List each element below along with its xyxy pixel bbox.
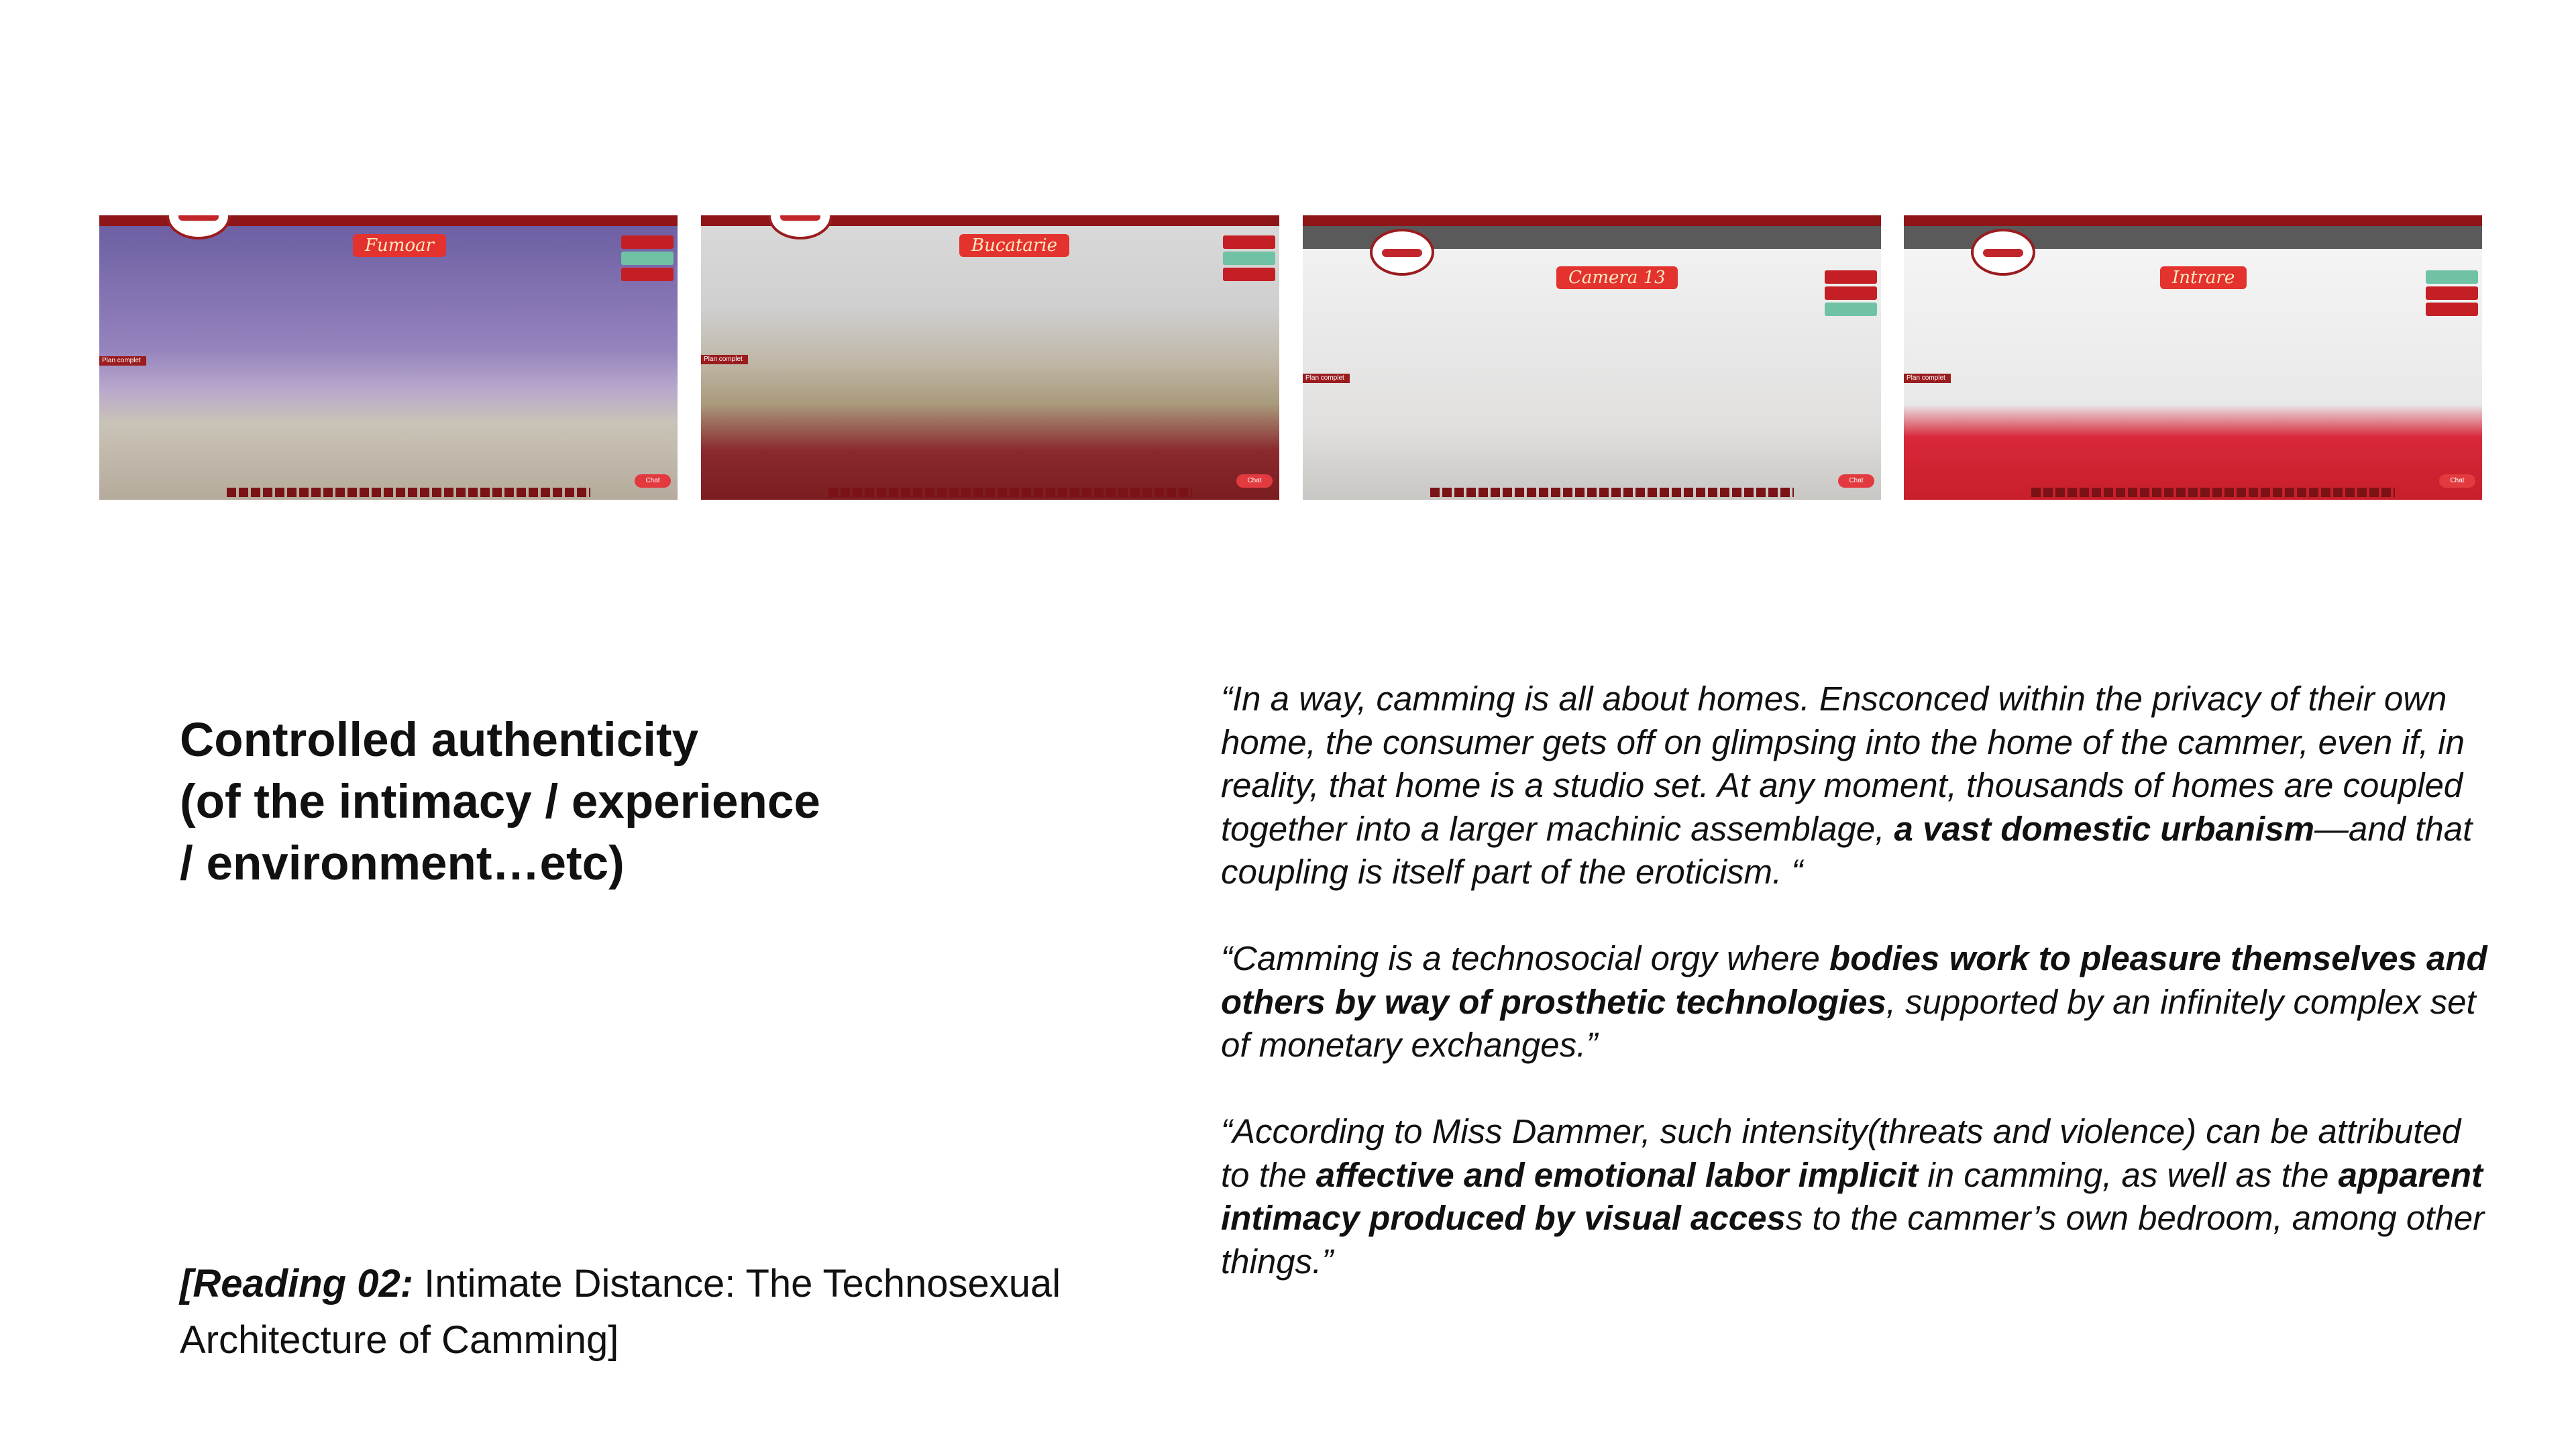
plan-complet-button[interactable]: Plan complet — [701, 355, 748, 364]
menu-item[interactable] — [1825, 286, 1877, 300]
quote-text: in camming, as well as the — [1918, 1155, 2339, 1194]
menu-item[interactable] — [621, 235, 674, 249]
quote-3 — [1221, 1110, 2496, 1283]
top-bar — [1303, 215, 1881, 226]
slide-heading — [180, 710, 985, 895]
screenshot-bucatarie — [701, 215, 1279, 500]
screenshot-camera-13 — [1303, 215, 1881, 500]
quote-emphasis: a vast domestic urbanism — [1894, 809, 2314, 848]
menu-item-active[interactable] — [1825, 303, 1877, 316]
room-label: Intrare — [2160, 266, 2247, 289]
chat-button[interactable]: Chat — [1236, 474, 1273, 488]
side-menu[interactable] — [1825, 270, 1877, 316]
plan-complet-button[interactable]: Plan complet — [1303, 374, 1350, 383]
quote-emphasis: bodies work to pleasure themselves and others by way of prosthetic technologies — [1221, 939, 2487, 1021]
thumbnail-strip[interactable] — [227, 488, 590, 497]
menu-item[interactable] — [2426, 303, 2478, 316]
screenshot-intrare — [1904, 215, 2482, 500]
side-menu[interactable] — [2426, 270, 2478, 316]
room-label: Bucatarie — [959, 234, 1069, 257]
quote-text: “In a way, camming is all about homes. Ensconced within the privacy of their own home, the consumer gets off on glimpsing into the home of the cammer, even if, in reality, that home is a studio set. At any moment, thousands of homes are coupled together into a larger machinic assemblage, — [1221, 680, 2465, 848]
heading-line-1: Controlled authenticity — [180, 714, 699, 767]
reading-citation — [180, 1256, 1186, 1368]
menu-item-active[interactable] — [621, 252, 674, 265]
chat-button[interactable]: Chat — [2439, 474, 2475, 488]
heading-line-2: (of the intimacy / experience — [180, 775, 820, 828]
studio-logo — [1370, 229, 1434, 276]
reading-tag: [Reading 02: — [180, 1262, 414, 1305]
heading-line-3: / environment…etc) — [180, 837, 625, 890]
quote-emphasis: apparent intimacy produced by visual acces — [1221, 1155, 2483, 1237]
quotes-block — [1221, 678, 2496, 1327]
quote-2 — [1221, 937, 2496, 1067]
room-scene — [701, 226, 1279, 500]
quote-text: “Camming is a technosocial orgy where — [1221, 939, 1830, 977]
room-scene — [99, 226, 678, 500]
menu-item[interactable] — [1223, 235, 1275, 249]
menu-item-active[interactable] — [1223, 252, 1275, 265]
studio-logo — [1971, 229, 2035, 276]
quote-text: “According to Miss Dammer, such intensity(threats and violence) can be attributed to the — [1221, 1112, 2461, 1194]
plan-complet-button[interactable]: Plan complet — [99, 356, 146, 366]
quote-text: —and that coupling is itself part of the eroticism. “ — [1221, 809, 2473, 891]
quote-emphasis: affective and emotional labor implicit — [1316, 1155, 1919, 1194]
screenshot-fumoar — [99, 215, 678, 500]
quote-text: , supported by an infinitely complex set of monetary exchanges.” — [1221, 982, 2476, 1064]
thumbnail-strip[interactable] — [828, 488, 1192, 497]
menu-item[interactable] — [1223, 268, 1275, 281]
side-menu[interactable] — [1223, 235, 1275, 281]
thumbnail-strip[interactable] — [2031, 488, 2395, 497]
top-bar — [1904, 215, 2482, 226]
room-label: Fumoar — [353, 234, 446, 257]
menu-item[interactable] — [621, 268, 674, 281]
thumbnail-strip[interactable] — [1430, 488, 1794, 497]
room-label: Camera 13 — [1556, 266, 1678, 289]
quote-1 — [1221, 678, 2496, 894]
side-menu[interactable] — [621, 235, 674, 281]
plan-complet-button[interactable]: Plan complet — [1904, 374, 1951, 383]
menu-item-active[interactable] — [2426, 270, 2478, 284]
chat-button[interactable]: Chat — [1838, 474, 1874, 488]
menu-item[interactable] — [2426, 286, 2478, 300]
quote-text: s to the cammer’s own bedroom, among other things.” — [1221, 1199, 2485, 1281]
chat-button[interactable]: Chat — [635, 474, 671, 488]
reading-title: Intimate Distance: The Technosexual Architecture of Camming] — [180, 1262, 1061, 1362]
menu-item[interactable] — [1825, 270, 1877, 284]
